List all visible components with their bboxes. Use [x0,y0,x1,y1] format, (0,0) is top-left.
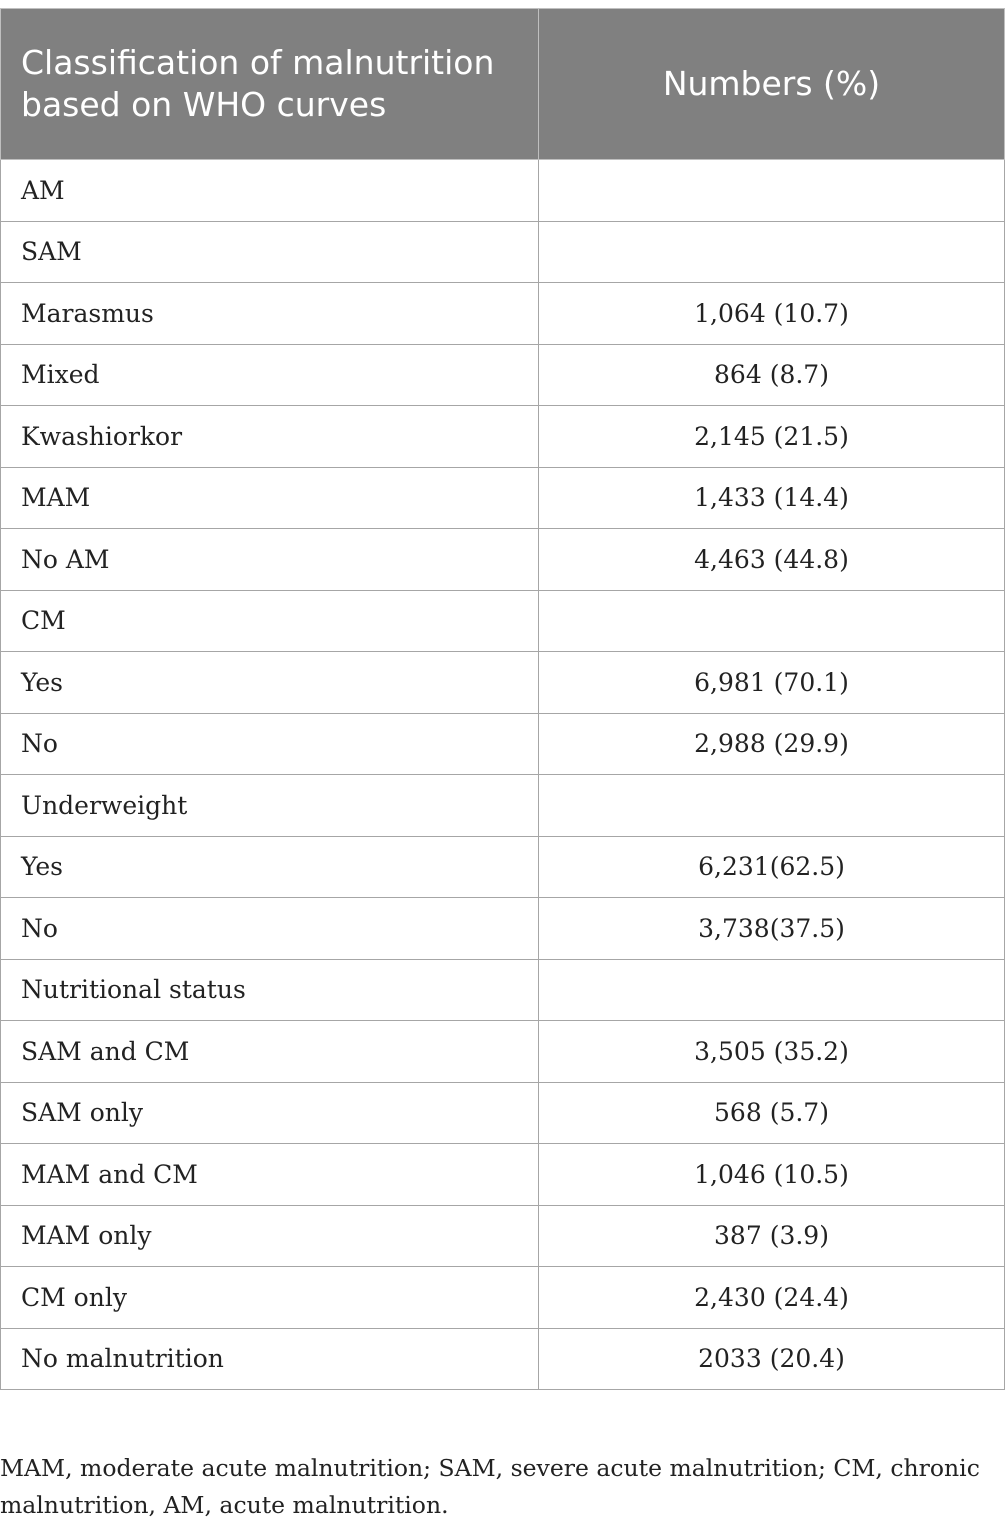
row-value [539,160,1005,222]
row-value: 864 (8.7) [539,344,1005,406]
table-body [1,160,1005,1390]
row-value [539,775,1005,837]
table-header [1,9,1005,160]
row-value [539,590,1005,652]
row-value: 1,433 (14.4) [539,467,1005,529]
table-row [1,221,1005,283]
row-value: 3,505 (35.2) [539,1021,1005,1083]
table-row [1,1021,1005,1083]
row-value: 568 (5.7) [539,1082,1005,1144]
row-label: No AM [1,529,539,591]
row-label: MAM [1,467,539,529]
row-value: 1,046 (10.5) [539,1144,1005,1206]
row-label: No [1,713,539,775]
table-row [1,283,1005,345]
row-value: 2,145 (21.5) [539,406,1005,468]
table-row [1,713,1005,775]
row-value: 2,430 (24.4) [539,1267,1005,1329]
table-row [1,898,1005,960]
row-label: SAM [1,221,539,283]
table-row [1,529,1005,591]
row-label: Nutritional status [1,959,539,1021]
header-numbers: Numbers (%) [539,9,1005,160]
table-row [1,775,1005,837]
table-row [1,1082,1005,1144]
row-value: 6,981 (70.1) [539,652,1005,714]
row-label: Marasmus [1,283,539,345]
table-row [1,959,1005,1021]
row-label: MAM only [1,1205,539,1267]
row-value: 4,463 (44.8) [539,529,1005,591]
table-row [1,590,1005,652]
row-value: 2033 (20.4) [539,1328,1005,1390]
header-classification: Classification of malnutrition based on WHO curves [1,9,539,160]
table-row [1,406,1005,468]
row-label: AM [1,160,539,222]
row-label: Mixed [1,344,539,406]
table-row [1,1328,1005,1390]
row-label: No [1,898,539,960]
table-row [1,1205,1005,1267]
header-row [1,9,1005,160]
row-label: Yes [1,836,539,898]
row-value: 6,231(62.5) [539,836,1005,898]
row-label: Underweight [1,775,539,837]
table-row [1,467,1005,529]
table-row [1,652,1005,714]
row-label: MAM and CM [1,1144,539,1206]
table-row [1,160,1005,222]
malnutrition-table-container [0,8,1004,1390]
row-label: No malnutrition [1,1328,539,1390]
row-value [539,959,1005,1021]
table-row [1,344,1005,406]
row-value [539,221,1005,283]
row-value: 3,738(37.5) [539,898,1005,960]
table-row [1,1267,1005,1329]
row-value: 2,988 (29.9) [539,713,1005,775]
table-row [1,836,1005,898]
row-label: Kwashiorkor [1,406,539,468]
table-footnote: MAM, moderate acute malnutrition; SAM, severe acute malnutrition; CM, chronic malnutrition, AM, acute malnutrition. [0,1454,980,1519]
row-value: 387 (3.9) [539,1205,1005,1267]
row-label: CM [1,590,539,652]
table-row [1,1144,1005,1206]
row-label: Yes [1,652,539,714]
row-label: CM only [1,1267,539,1329]
row-value: 1,064 (10.7) [539,283,1005,345]
malnutrition-classification-table [0,8,1005,1390]
row-label: SAM and CM [1,1021,539,1083]
row-label: SAM only [1,1082,539,1144]
